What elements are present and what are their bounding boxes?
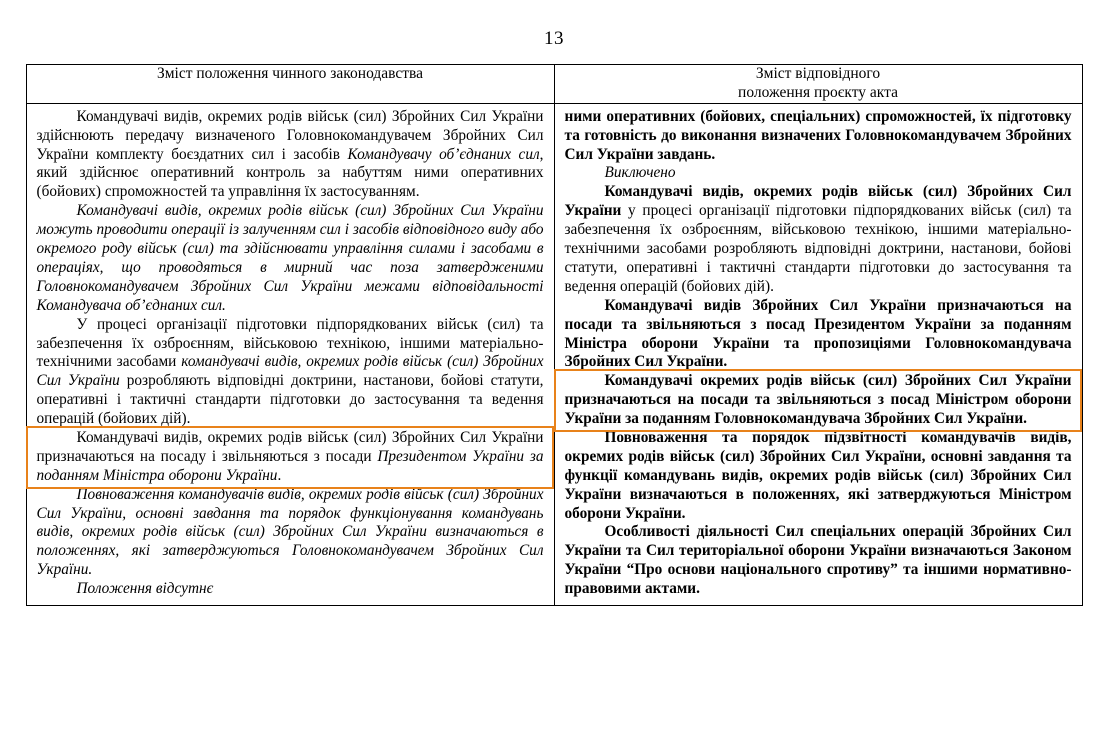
paragraph-l1 [37,108,544,202]
cell-current-law [26,103,554,605]
paragraph-l2 [37,202,544,315]
text-run: Командувачі видів Збройних Сил України призначаються на посади та звільняються з посад Президентом України за поданням Міністра оборони України та пропозиціями Головнокомандувача Збройних Сил України. [564,296,1072,371]
text-run: розробляють відповідні доктрини, настанови, бойові статути, оперативні і тактичні стандарти підготовки до застосування та ведення операцій (бойових дій). [36,372,544,428]
paragraph-l4 [37,429,544,486]
text-run: Командувачі окремих родів військ (сил) Збройних Сил України призначаються на посади та звільняються з посад Міністром оборони України за поданням Головнокомандувача Збройних Сил України. [564,372,1072,428]
text-run: Командувачу об’єднаних сил [347,145,540,163]
comparison-table [26,64,1083,606]
draft-act-text [555,104,1082,605]
paragraph-r1 [565,108,1072,165]
text-run: Повноваження командувачів видів, окремих родів військ (сил) Збройних Сил України, основні завдання та порядок функціонування командувань видів, окремих родів військ (сил) Збройних Сил України визначаються в положеннях, які затверджуються Головнокомандувачем Збройних Сил України. [36,485,544,579]
paragraph-r7 [565,523,1072,599]
text-run: Командувачі видів, окремих родів військ (сил) Збройних Сил України [564,183,1072,220]
paragraph-r2 [565,164,1072,183]
column-header-draft-act-line1: Зміст відповідного [755,65,881,82]
paragraph-r6 [565,429,1072,523]
table-wrapper [0,64,1108,606]
text-run: У процесі організації підготовки підпорядкованих військ (сил) та забезпечення їх озброєнням, військовою технікою, іншими матеріально-технічними засобами [36,315,544,371]
page-number: 13 [544,28,564,49]
text-run: Положення відсутнє [76,580,214,598]
paragraph-l3 [37,316,544,429]
text-run: Командувачі видів, окремих родів військ (сил) Збройних Сил України можуть проводити операції із залученням сил і засобів відповідного виду або окремого роду військ (сил) та здійснювати управління силами і засобами в операціях, що проводяться в мирний час поза затвердженими Головнокомандувачем Збройних Сил України межами відповідальності Командувача об’єднаних сил. [36,202,544,314]
table-header-row [26,65,1082,104]
paragraph-l5 [37,486,544,580]
text-run: Повноваження та порядок підзвітності командувачів видів, окремих родів військ (сил) Збройних Сил України, основні завдання та функції командувань видів, окремих родів військ (сил) Збройних Сил України визначаються в положеннях, які затверджуються Міністром оборони України. [564,428,1072,522]
text-run: у процесі організації підготовки підпорядкованих військ (сил) та забезпечення їх озброєнням, військовою технікою, іншими матеріально-технічними засобами розробляють відповідні доктрини, настанови, бойові статути, оперативні і тактичні стандарти підготовки до застосування та ведення операцій (бойових дій). [564,202,1072,295]
paragraph-r3 [565,183,1072,296]
paragraph-r4 [565,297,1072,373]
text-run: , який здійснює оперативний контроль за набуттям ними оперативних (бойових) спроможностей та управління їх застосуванням. [36,145,544,201]
text-run: . [277,466,282,484]
text-run: Особливості діяльності Сил спеціальних операцій Збройних Сил України та Сил територіальної оборони України визначаються Законом України “Про основи національного спротиву” та іншими нормативно-правовими актами. [564,523,1072,598]
paragraph-r5 [565,372,1072,429]
text-run: командувачі видів, окремих родів військ (сил) Збройних Сил України [36,353,544,390]
table-body-row [26,103,1082,605]
column-header-current-law: Зміст положення чинного законодавства [26,65,554,104]
current-law-text [27,104,554,605]
cell-draft-act [554,103,1082,605]
text-run: Виключено [604,164,676,182]
text-run: Командувачі видів, окремих родів військ (сил) Збройних Сил України призначаються на посаду і звільняються з посади [36,428,544,465]
text-run: ними оперативних (бойових, спеціальних) спроможностей, їх підготовку та готовність до виконання визначених Головнокомандувачем Збройних Сил України завдань. [564,107,1072,163]
column-header-draft-act-line2: положення проєкту акта [738,83,898,101]
paragraph-l6 [37,580,544,599]
text-run: Командувачі видів, окремих родів військ (сил) Збройних Сил України здійснюють передачу визначеного Головнокомандувачем Збройних Сил України комплекту боєздатних сил і засобів [36,107,544,163]
column-header-draft-act [554,65,1082,104]
text-run: Президентом України за поданням Міністра оборони України [36,447,544,484]
